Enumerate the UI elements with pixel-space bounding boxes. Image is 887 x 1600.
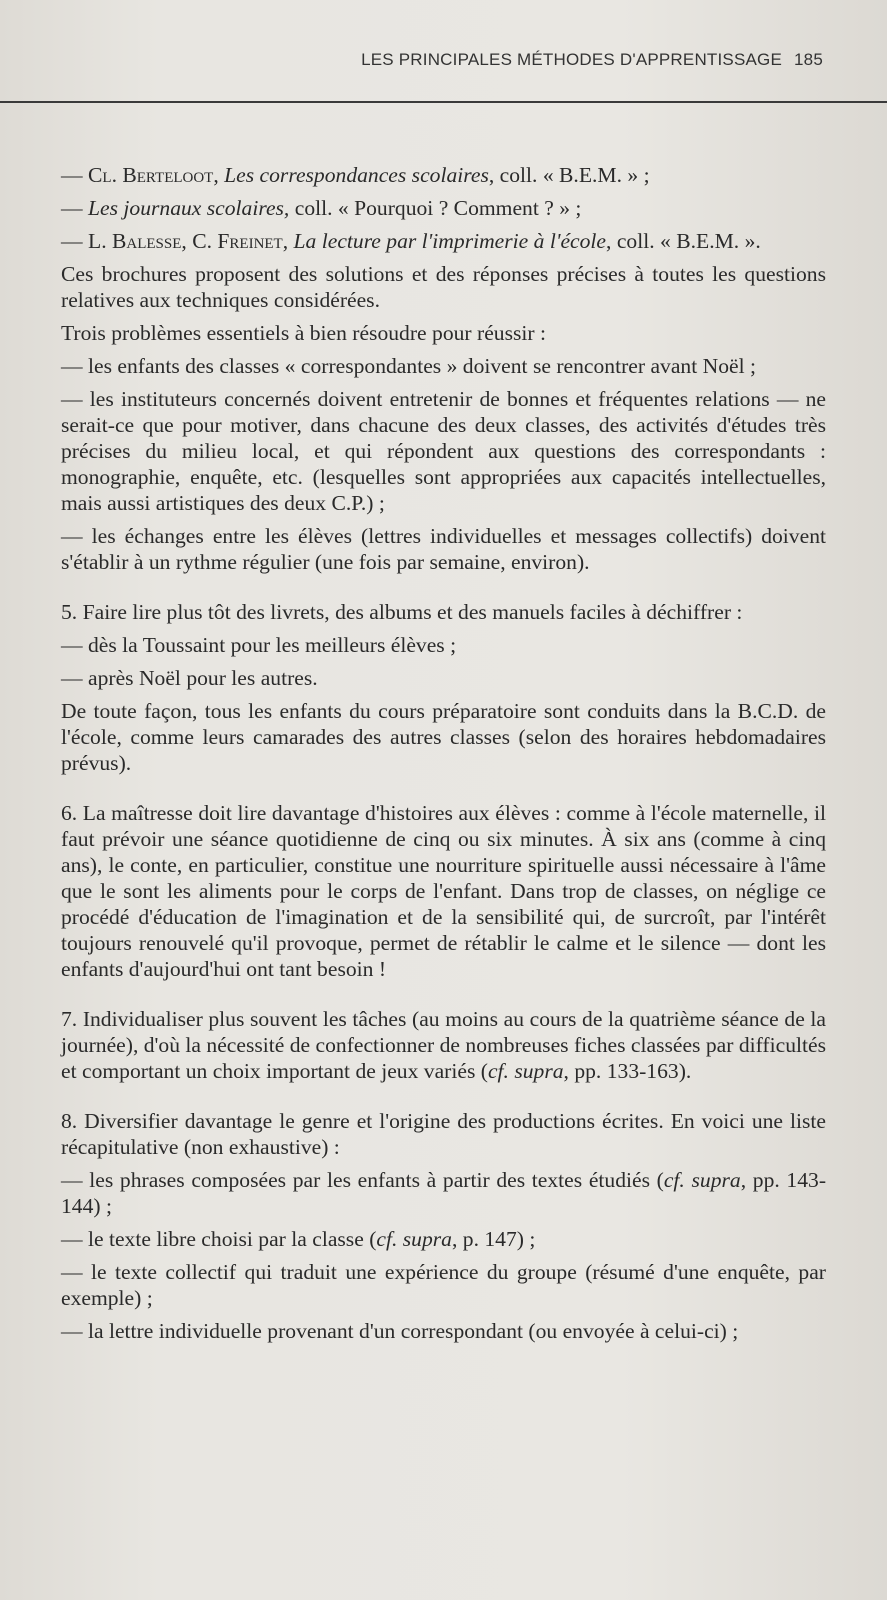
citation: cf. supra bbox=[487, 1059, 564, 1083]
reference-berteloot: — Cl. Berteloot, Les correspondances scolaires, coll. « B.E.M. » ; bbox=[61, 163, 650, 187]
citation: cf. supra bbox=[376, 1227, 452, 1251]
list-item: — après Noël pour les autres. bbox=[61, 666, 318, 690]
running-title: LES PRINCIPALES MÉTHODES D'APPRENTISSAGE bbox=[361, 50, 783, 69]
reference-balesse-freinet: — L. Balesse, C. Freinet, La lecture par l'imprimerie à l'école, coll. « B.E.M. ». bbox=[61, 229, 761, 253]
reference-journaux: — Les journaux scolaires, coll. « Pourquoi ? Comment ? » ; bbox=[61, 196, 582, 220]
author: Cl. Berteloot bbox=[88, 163, 214, 187]
paragraph: De toute façon, tous les enfants du cours préparatoire sont conduits dans la B.C.D. de l'école, comme leurs camarades des autres classes (selon des horaires hebdomadaires prévus). bbox=[61, 699, 826, 775]
paragraph: Trois problèmes essentiels à bien résoudre pour réussir : bbox=[61, 321, 546, 345]
numbered-point-5: 5. Faire lire plus tôt des livrets, des albums et des manuels faciles à déchiffrer : bbox=[61, 600, 743, 624]
book-title: La lecture par l'imprimerie à l'école bbox=[293, 229, 607, 253]
list-item: — les phrases composées par les enfants à partir des textes étudiés (cf. supra, pp. 143-144) ; bbox=[61, 1168, 827, 1218]
paragraph: Ces brochures proposent des solutions et des réponses précises à toutes les questions relatives aux techniques considérées. bbox=[61, 262, 826, 312]
header-rule bbox=[0, 101, 887, 103]
page-body bbox=[61, 162, 826, 1351]
book-title: Les correspondances scolaires bbox=[224, 163, 489, 187]
list-item: — les échanges entre les élèves (lettres individuelles et messages collectifs) doivent s'établir à un rythme régulier (une fois par semaine, environ). bbox=[61, 524, 826, 574]
book-title: Les journaux scolaires, bbox=[88, 196, 290, 220]
list-item: — les instituteurs concernés doivent entretenir de bonnes et fréquentes relations — ne serait-ce que pour motiver, dans chacune des deux classes, des activités d'études très précises du milieu local, et qui répondent aux questions des correspondants : monographie, enquête, etc. (lesquelles sont appropriées aux capacités intellectuelles, mais aussi artistiques des deux C.P.) ; bbox=[61, 387, 826, 515]
numbered-point-7: 7. Individualiser plus souvent les tâches (au moins au cours de la quatrième séance de la journée), d'où la nécessité de confectionner de nombreuses fiches classées par difficultés et comportant un choix important de jeux variés (cf. supra, pp. 133-163). bbox=[61, 1007, 826, 1083]
list-item: — les enfants des classes « correspondantes » doivent se rencontrer avant Noël ; bbox=[61, 354, 756, 378]
citation: cf. supra bbox=[663, 1168, 741, 1192]
list-item: — dès la Toussaint pour les meilleurs élèves ; bbox=[61, 633, 457, 657]
running-head bbox=[0, 50, 823, 70]
numbered-point-6: 6. La maîtresse doit lire davantage d'histoires aux élèves : comme à l'école maternelle, il faut prévoir une séance quotidienne de cinq ou six minutes. À six ans (comme à cinq ans), le conte, en particulier, constitue une nourriture spirituelle aussi nécessaire à l'âme que le sont les aliments pour le corps de l'enfant. Dans trop de classes, on néglige ce procédé d'éducation de l'imagination et de la sensibilité qui, de surcroît, par l'intérêt toujours renouvelé qu'il provoque, permet de rétablir le calme et le silence — dont les enfants d'aujourd'hui ont tant besoin ! bbox=[61, 801, 826, 981]
numbered-point-8: 8. Diversifier davantage le genre et l'origine des productions écrites. En voici une liste récapitulative (non exhaustive) : bbox=[61, 1109, 826, 1159]
list-item: — le texte libre choisi par la classe (cf. supra, p. 147) ; bbox=[61, 1227, 536, 1251]
list-item: — la lettre individuelle provenant d'un correspondant (ou envoyée à celui-ci) ; bbox=[61, 1319, 739, 1343]
author: L. Balesse, C. Freinet bbox=[88, 229, 283, 253]
list-item: — le texte collectif qui traduit une expérience du groupe (résumé d'une enquête, par exemple) ; bbox=[61, 1260, 826, 1310]
page-number: 185 bbox=[794, 50, 823, 69]
